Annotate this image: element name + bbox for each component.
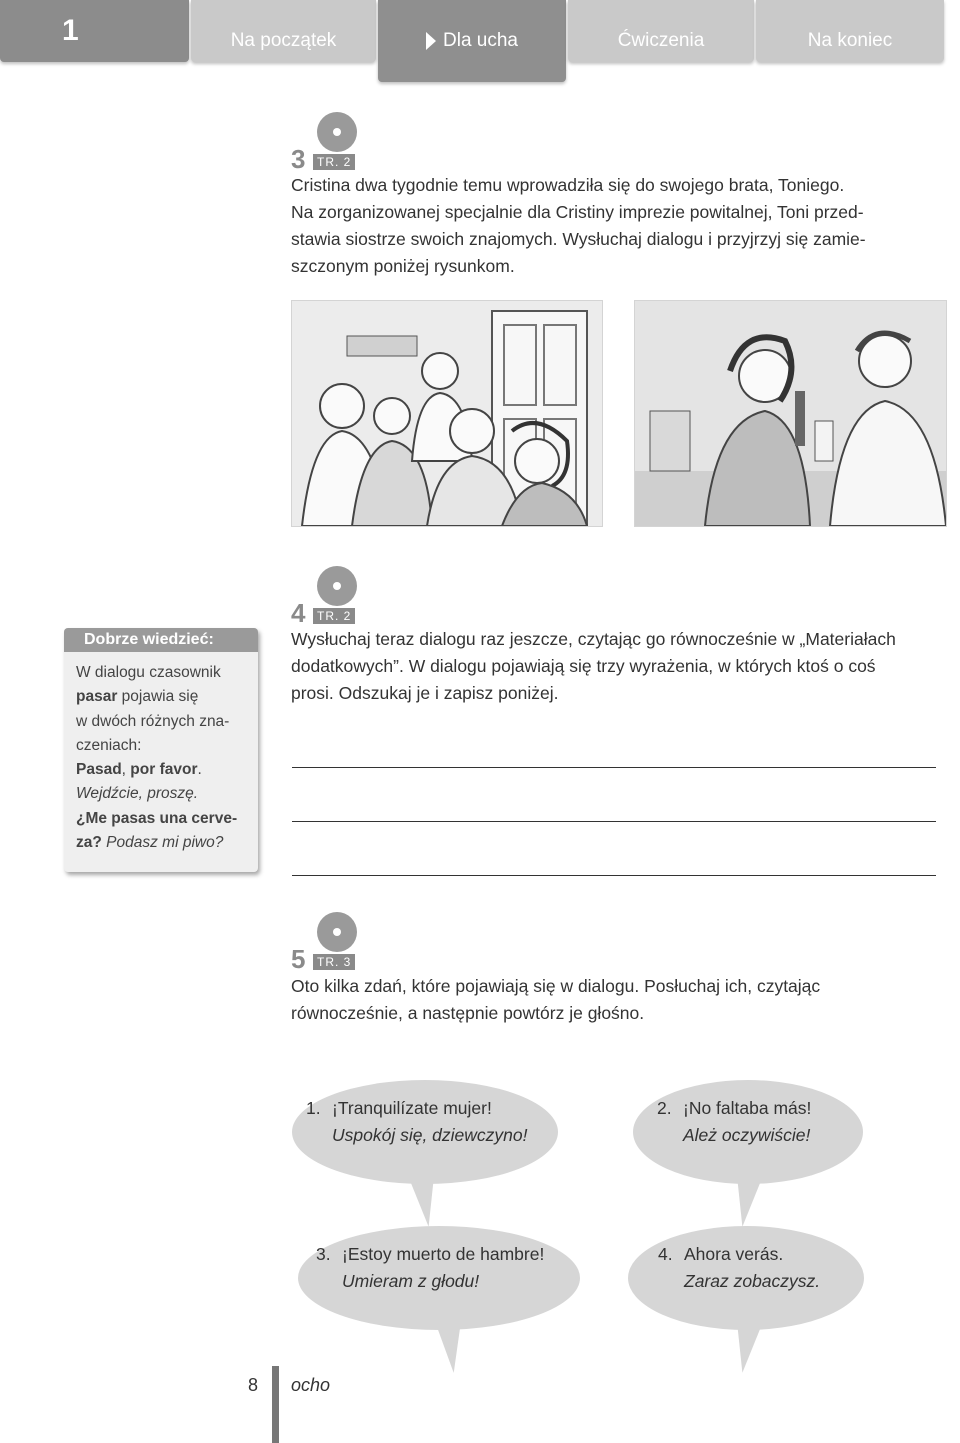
exercise-4-instructions bbox=[291, 626, 951, 707]
info-line: czeniach: bbox=[76, 736, 142, 754]
page-number-word: ocho bbox=[291, 1375, 331, 1395]
bubble-number: 2. bbox=[657, 1098, 672, 1118]
exercise-number: 4 bbox=[291, 598, 306, 628]
speech-bubble-3 bbox=[298, 1226, 580, 1330]
page-number: 8 bbox=[248, 1375, 259, 1395]
bubble-spanish: ¡Estoy muerto de hambre! bbox=[342, 1244, 545, 1264]
bubble-spanish: ¡No faltaba más! bbox=[683, 1098, 812, 1118]
play-arrow-icon bbox=[426, 32, 436, 50]
answer-line-1[interactable] bbox=[292, 767, 936, 768]
tab-label: Na początek bbox=[230, 30, 337, 51]
speech-bubble-2 bbox=[633, 1080, 863, 1184]
cd-icon bbox=[317, 566, 357, 606]
tab-label: Ćwiczenia bbox=[617, 30, 705, 51]
bubble-number: 3. bbox=[316, 1244, 331, 1264]
party-illustration bbox=[291, 300, 603, 527]
info-line bbox=[76, 782, 248, 806]
info-text: , bbox=[121, 761, 131, 779]
track-badge: TR. 2 bbox=[313, 608, 355, 624]
tab-cwiczenia[interactable] bbox=[568, 0, 754, 62]
tab-na-koniec[interactable] bbox=[756, 0, 944, 62]
tab-label: Na koniec bbox=[807, 30, 893, 51]
info-spanish: za? bbox=[76, 834, 102, 852]
info-text: pojawia się bbox=[117, 688, 199, 706]
text-line: równocześnie, a następnie powtórz je głośno. bbox=[291, 1003, 645, 1023]
info-spanish: Pasad bbox=[76, 761, 122, 779]
speech-bubble-4 bbox=[628, 1226, 864, 1330]
info-spanish: ¿Me pasas una cerve- bbox=[76, 809, 238, 827]
exercise-4-header bbox=[291, 566, 381, 626]
info-text: . bbox=[197, 761, 202, 779]
bubble-number: 4. bbox=[658, 1244, 673, 1264]
info-line bbox=[76, 831, 248, 855]
kitchen-illustration bbox=[634, 300, 947, 527]
info-polish: Podasz mi piwo? bbox=[101, 834, 224, 852]
track-badge: TR. 3 bbox=[313, 954, 355, 970]
text-line: Cristina dwa tygodnie temu wprowadziła się do swojego brata, Toniego. bbox=[291, 175, 845, 195]
info-box bbox=[64, 628, 258, 872]
footer-divider bbox=[272, 1366, 279, 1443]
info-line bbox=[76, 685, 248, 709]
text-line: Na zorganizowanej specjalnie dla Cristiny imprezie powitalnej, Toni przed- bbox=[291, 202, 864, 222]
exercise-3-instructions bbox=[291, 172, 941, 280]
info-polish: Wejdźcie, proszę. bbox=[76, 785, 199, 803]
bubble-text bbox=[306, 1095, 528, 1149]
bubble-polish: Zaraz zobaczysz. bbox=[684, 1271, 821, 1291]
info-verb: pasar bbox=[76, 688, 118, 706]
bubble-polish: Ależ oczywiście! bbox=[683, 1125, 811, 1145]
info-line: W dialogu czasownik bbox=[76, 664, 221, 681]
exercise-3-header bbox=[291, 112, 381, 172]
exercise-5-instructions bbox=[291, 973, 941, 1027]
bubble-polish: Uspokój się, dziewczyno! bbox=[332, 1125, 528, 1145]
info-line bbox=[76, 758, 248, 782]
text-line: szczonym poniżej rysunkom. bbox=[291, 256, 515, 276]
bubble-number: 1. bbox=[306, 1098, 321, 1118]
kitchen-drawing bbox=[635, 301, 946, 526]
text-line: stawia siostrze swoich znajomych. Wysłuchaj dialogu i przyjrzyj się zamie- bbox=[291, 229, 866, 249]
cd-icon bbox=[317, 912, 357, 952]
speech-bubble-1 bbox=[292, 1080, 558, 1184]
bubble-spanish: ¡Tranquilízate mujer! bbox=[332, 1098, 492, 1118]
tab-dla-ucha[interactable] bbox=[378, 0, 566, 82]
tab-na-poczatek[interactable] bbox=[191, 0, 376, 62]
exercise-number: 5 bbox=[291, 944, 306, 974]
tab-label: Dla ucha bbox=[443, 30, 518, 51]
answer-line-3[interactable] bbox=[292, 875, 936, 876]
info-line: w dwóch różnych zna- bbox=[76, 712, 230, 730]
cd-icon bbox=[317, 112, 357, 152]
chapter-nav bbox=[0, 0, 960, 82]
text-line: dodatkowych”. W dialogu pojawiają się trzy wyrażenia, w których ktoś o coś bbox=[291, 656, 876, 676]
bubble-text bbox=[316, 1241, 544, 1295]
info-line bbox=[76, 807, 248, 831]
bubble-text bbox=[658, 1241, 820, 1295]
info-box-title: Dobrze wiedzieć: bbox=[64, 628, 258, 652]
text-line: prosi. Odszukaj je i zapisz poniżej. bbox=[291, 683, 559, 703]
exercise-number: 3 bbox=[291, 144, 306, 174]
answer-line-2[interactable] bbox=[292, 821, 936, 822]
info-spanish: por favor bbox=[130, 761, 198, 779]
text-line: Oto kilka zdań, które pojawiają się w dialogu. Posłuchaj ich, czytając bbox=[291, 976, 821, 996]
bubble-text bbox=[657, 1095, 811, 1149]
party-drawing bbox=[292, 301, 602, 526]
text-line: Wysłuchaj teraz dialogu raz jeszcze, czytając go równocześnie w „Materiałach bbox=[291, 629, 896, 649]
bubble-spanish: Ahora verás. bbox=[684, 1244, 784, 1264]
info-box-body bbox=[64, 652, 258, 855]
exercise-5-header bbox=[291, 912, 381, 972]
track-badge: TR. 2 bbox=[313, 154, 355, 170]
chapter-number: 1 bbox=[0, 0, 189, 62]
bubble-polish: Umieram z głodu! bbox=[342, 1271, 480, 1291]
